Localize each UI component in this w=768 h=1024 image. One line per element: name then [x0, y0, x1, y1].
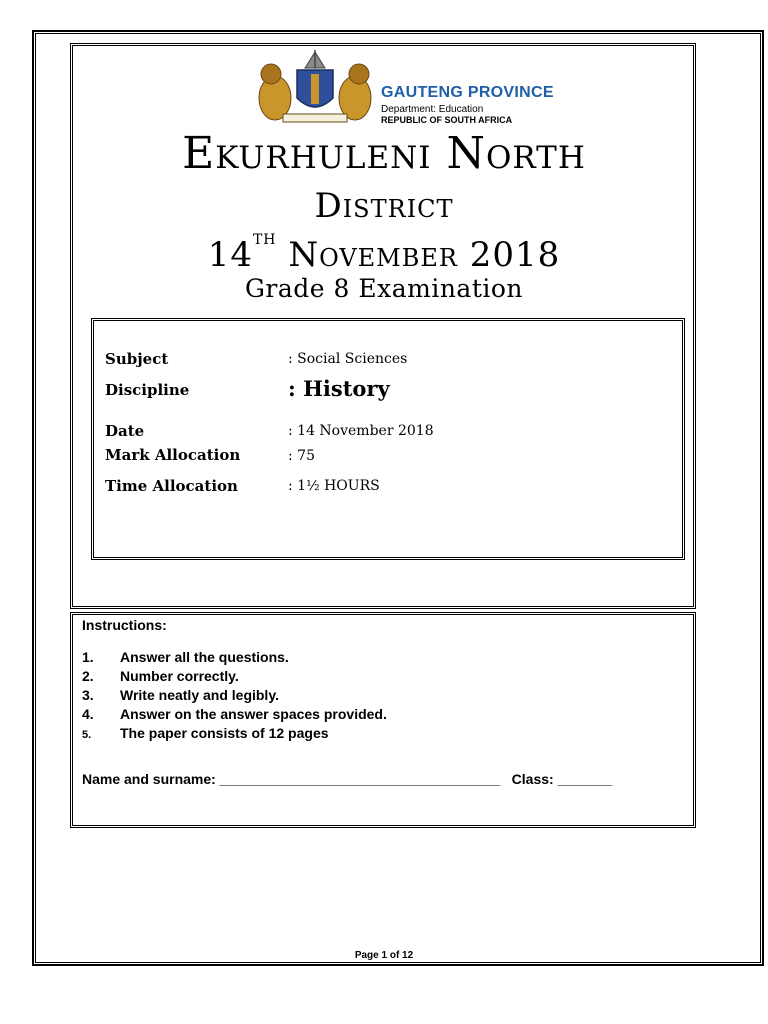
instruction-item — [82, 649, 289, 665]
info-label-date: Date — [105, 422, 145, 440]
instructions-title: Instructions: — [82, 617, 167, 633]
info-value-mark-allocation: : 75 — [288, 448, 315, 464]
page-number: Page 1 of 12 — [354, 950, 414, 961]
instruction-text: Answer all the questions. — [120, 649, 289, 665]
info-value-time-allocation: : 1½ HOURS — [288, 478, 380, 494]
province-name: GAUTENG PROVINCE — [381, 84, 554, 101]
date-suffix: TH — [252, 232, 277, 248]
info-value-subject: : Social Sciences — [288, 351, 408, 367]
instruction-item — [82, 725, 329, 741]
logo-text — [381, 84, 554, 125]
subtitle-grade: Grade 8 Examination — [244, 274, 524, 303]
instruction-number: 1. — [82, 649, 94, 665]
info-value-date: : 14 November 2018 — [288, 423, 434, 439]
instruction-text: Answer on the answer spaces provided. — [120, 706, 387, 722]
info-value-discipline: : History — [288, 376, 390, 401]
instruction-number: 4. — [82, 706, 94, 722]
department-name: Department: Education — [381, 104, 484, 115]
info-label-mark-allocation: Mark Allocation — [105, 446, 241, 464]
instruction-text: Write neatly and legibly. — [120, 687, 279, 703]
instruction-item — [82, 687, 279, 703]
country-name: REPUBLIC OF SOUTH AFRICA — [381, 115, 513, 125]
info-label-subject: Subject — [105, 350, 169, 368]
instruction-number: 2. — [82, 668, 94, 684]
instruction-item — [82, 668, 239, 684]
date-day: 14 — [207, 235, 253, 275]
coat-of-arms-icon — [245, 48, 385, 126]
instruction-number: 3. — [82, 687, 94, 703]
date-rest: November 2018 — [288, 235, 561, 275]
instruction-number: 5. — [82, 729, 92, 741]
name-and-class-line: Name and surname: ____________________________________ Class: _______ — [82, 771, 613, 787]
gauteng-logo — [245, 48, 585, 126]
instruction-text: Number correctly. — [120, 668, 239, 684]
instruction-text: The paper consists of 12 pages — [120, 725, 329, 741]
instruction-item — [82, 706, 387, 722]
title-district: District — [314, 186, 454, 226]
info-label-discipline: Discipline — [105, 381, 190, 399]
title-district-name: Ekurhuleni North — [182, 128, 586, 179]
title-date — [0, 232, 768, 275]
info-label-time-allocation: Time Allocation — [105, 477, 238, 495]
